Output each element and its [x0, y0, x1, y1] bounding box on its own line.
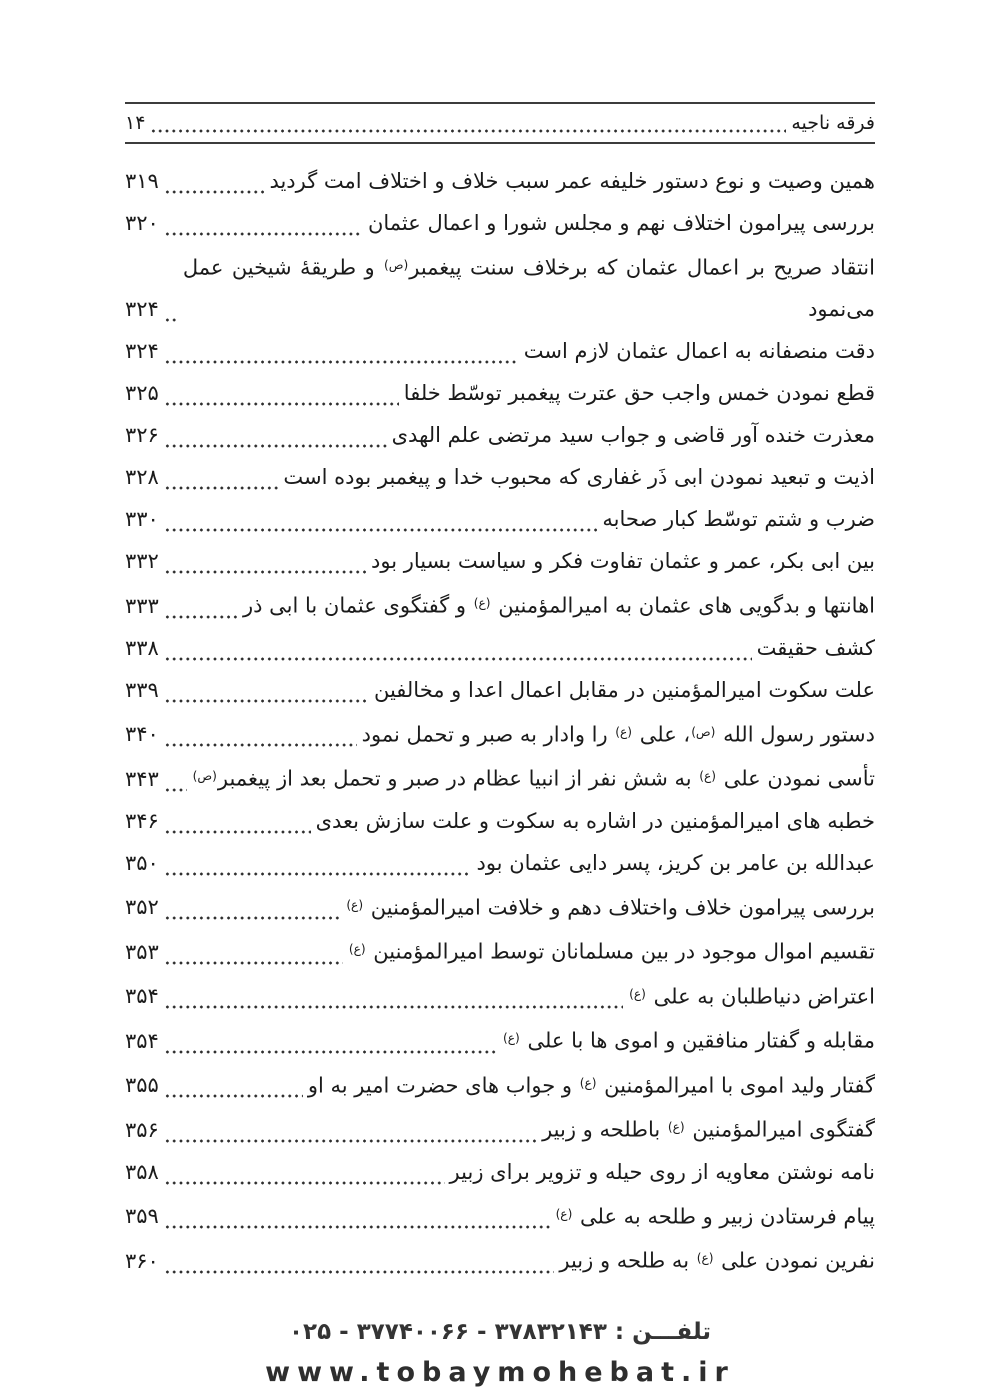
toc-entry-page: ۳۲۴ — [125, 339, 159, 364]
honorific-mark: (ص) — [691, 724, 716, 739]
toc-entry — [125, 1193, 875, 1237]
toc-dot-leader — [164, 886, 340, 928]
toc-entry-title: مقابله و گفتار منافقین و اموی ها با علی $^{(ع)}$ — [503, 1028, 875, 1053]
toc-entry — [125, 627, 875, 669]
toc-dot-leader — [164, 1151, 445, 1193]
toc-entry — [125, 711, 875, 755]
toc-entry-title: پیام فرستادن زبیر و طلحه به علی $^{(ع)}$ — [555, 1204, 875, 1229]
toc-dot-leader — [164, 456, 279, 498]
toc-entry-title: قطع نمودن خمس واجب حق عترت پیغمبر توسّط خلفا — [403, 381, 875, 406]
toc-entry-page: ۳۵۴ — [125, 984, 159, 1009]
toc-entry-page: ۳۵۴ — [125, 1028, 159, 1053]
honorific-mark: (ع) — [615, 724, 633, 739]
toc-entry-title: عبدالله بن عامر بن کریز، پسر دایی عثمان بود — [476, 850, 875, 875]
honorific-mark: (ع) — [503, 1031, 520, 1046]
header-bottom-rule — [125, 142, 875, 144]
toc-entry — [125, 160, 875, 202]
toc-entry-page: ۳۱۹ — [125, 169, 159, 193]
toc-entry-page: ۳۳۰ — [125, 507, 159, 532]
honorific-mark: (ع) — [346, 897, 364, 912]
toc-dot-leader — [164, 288, 178, 330]
toc-entry-page: ۳۵۵ — [125, 1073, 159, 1098]
toc-entry — [125, 456, 875, 498]
toc-entry — [125, 414, 875, 456]
honorific-mark: (ع) — [699, 769, 717, 784]
toc-entry-page: ۳۳۲ — [125, 549, 159, 574]
toc-entry — [125, 540, 875, 582]
toc-entry-page: ۳۲۸ — [125, 465, 159, 490]
toc-dot-leader — [164, 414, 387, 456]
toc-entry-page: ۳۴۳ — [125, 766, 159, 791]
toc-entry — [125, 842, 875, 884]
toc-entry-page: ۳۵۸ — [125, 1159, 159, 1184]
honorific-mark: (ع) — [348, 942, 366, 957]
toc-entry-title: اهانتها و بدگویی های عثمان به امیرالمؤمنین $^{(ع)}$ و گفتگوی عثمان با ابی ذر — [242, 593, 875, 618]
toc-entry-page: ۳۲۵ — [125, 381, 159, 406]
honorific-mark: (ع) — [555, 1206, 573, 1221]
toc-entry-page: ۳۶۰ — [125, 1248, 159, 1273]
toc-dot-leader — [164, 627, 752, 669]
toc-entry — [125, 1151, 875, 1193]
toc-entry-title: دقت منصفانه به اعمال عثمان لازم است — [523, 339, 875, 364]
toc-entry-page: ۳۴۶ — [125, 808, 159, 833]
toc-entry-title: تقسیم اموال موجود در بین مسلمانان توسط امیرالمؤمنین $^{(ع)}$ — [348, 939, 875, 964]
toc-dot-leader — [164, 1064, 303, 1106]
toc-dot-leader — [164, 372, 399, 414]
toc-entry-page: ۳۳۸ — [125, 635, 159, 660]
toc-dot-leader — [164, 1240, 555, 1282]
toc-entry — [125, 973, 875, 1017]
toc-entry-title: بررسی پیرامون اختلاف نهم و مجلس شورا و اعمال عثمان — [367, 211, 875, 235]
toc-entry — [125, 1062, 875, 1106]
toc-entry-title: گفتگوی امیرالمؤمنین $^{(ع)}$ باطلحه و زبیر — [542, 1117, 875, 1142]
page-number: ۱۴ — [125, 112, 146, 134]
toc-entry-page: ۳۵۳ — [125, 939, 159, 964]
toc-dot-leader — [164, 330, 519, 372]
toc-dot-leader — [164, 202, 363, 244]
toc-entry — [125, 498, 875, 540]
toc-entry-title: تأسی نمودن علی $^{(ع)}$ به شش نفر از انبیا عظام در صبر و تحمل بعد از پیغمبر$^{(ص)}$ — [192, 766, 875, 791]
toc-entry — [125, 1237, 875, 1281]
toc-entry — [125, 1106, 875, 1150]
toc-entry-title: انتقاد صریح بر اعمال عثمان که برخلاف سنت پیغمبر$^{(ص)}$ و طریقهٔ شیخین عمل می‌نمود — [182, 255, 875, 322]
website-url: www.tobaymohebat.ir — [265, 1356, 735, 1388]
toc-entry-title: نامه نوشتن معاویه از روی حیله و تزویر برای زبیر — [449, 1159, 875, 1184]
honorific-mark: (ع) — [629, 986, 646, 1001]
toc-entry — [125, 1017, 875, 1061]
honorific-mark: (ع) — [667, 1120, 685, 1135]
toc-entry-page: ۳۲۴ — [125, 297, 159, 322]
toc-dot-leader — [164, 1109, 537, 1151]
toc-entry-title: بررسی پیرامون خلاف واختلاف دهم و خلافت امیرالمؤمنین $^{(ع)}$ — [346, 895, 875, 920]
toc-entry-title: ضرب و شتم توسّط کبار صحابه — [602, 507, 875, 532]
toc-entry — [125, 582, 875, 626]
toc-entry — [125, 669, 875, 711]
toc-entry-page: ۳۵۶ — [125, 1117, 159, 1142]
toc-entry-page: ۳۴۰ — [125, 722, 159, 747]
toc-entry — [125, 202, 875, 244]
toc-entry — [125, 244, 875, 330]
toc-entry — [125, 372, 875, 414]
toc-dot-leader — [164, 540, 366, 582]
toc-entry — [125, 884, 875, 928]
toc-entry-title: اعتراض دنیاطلبان به علی $^{(ع)}$ — [629, 984, 875, 1009]
toc-dot-leader — [164, 498, 598, 540]
phone-label: تلفـــن : — [614, 1318, 711, 1345]
header-dot-leader — [150, 104, 786, 142]
running-head — [125, 104, 875, 142]
toc-entry — [125, 755, 875, 799]
toc-entry-page: ۳۲۶ — [125, 423, 159, 448]
toc-entry-page: ۳۳۳ — [125, 593, 159, 618]
toc-entry-title: معذرت خنده آور قاضی و جواب سید مرتضی علم الهدی — [391, 423, 875, 448]
toc-dot-leader — [164, 800, 311, 842]
toc-entry-page: ۳۵۰ — [125, 850, 159, 875]
toc-dot-leader — [164, 713, 357, 755]
honorific-mark: (ص) — [384, 258, 409, 272]
running-title: فرقه ناجیه — [791, 112, 875, 134]
honorific-mark: (ع) — [696, 1251, 714, 1266]
table-of-contents — [125, 160, 875, 1282]
toc-entry-title: دستور رسول الله $^{(ص)}$، علی $^{(ع)}$ را وادار به صبر و تحمل نمود — [361, 722, 875, 747]
honorific-mark: (ع) — [473, 596, 491, 611]
toc-dot-leader — [164, 1195, 550, 1237]
toc-dot-leader — [164, 975, 623, 1017]
toc-entry — [125, 800, 875, 842]
toc-entry-title: علت سکوت امیرالمؤمنین در مقابل اعمال اعدا و مخالفین — [373, 677, 875, 702]
toc-dot-leader — [164, 1020, 497, 1062]
toc-entry-title: کشف حقیقت — [756, 635, 875, 660]
toc-dot-leader — [164, 931, 343, 973]
publisher-footer — [125, 1316, 875, 1390]
toc-entry-title: گفتار ولید اموی با امیرالمؤمنین $^{(ع)}$ و جواب های حضرت امیر به او — [307, 1073, 875, 1098]
phone-line — [125, 1316, 875, 1348]
honorific-mark: (ص) — [192, 769, 217, 784]
page-content — [125, 0, 875, 1390]
toc-entry-title: اذیت و تبعید نمودن ابی ذَر غفاری که محبوب خدا و پیغمبر بوده است — [283, 465, 875, 490]
toc-dot-leader — [164, 585, 238, 627]
toc-entry-title: بین ابی بکر، عمر و عثمان تفاوت فکر و سیاست بسیار بود — [371, 549, 875, 574]
toc-entry-title: همین وصیت و نوع دستور خلیفه عمر سبب خلاف و اختلاف امت گردید — [269, 169, 875, 193]
toc-dot-leader — [164, 758, 187, 800]
toc-entry — [125, 928, 875, 972]
toc-dot-leader — [164, 160, 265, 202]
honorific-mark: (ع) — [579, 1075, 597, 1090]
phone-numbers: ۳۷۸۳۲۱۴۳ - ۳۷۷۴۰۰۶۶ - ۰۲۵ — [289, 1318, 607, 1345]
toc-entry-page: ۳۳۹ — [125, 677, 159, 702]
toc-entry — [125, 330, 875, 372]
toc-entry-title: نفرین نمودن علی $^{(ع)}$ به طلحه و زبیر — [559, 1248, 875, 1273]
toc-dot-leader — [164, 669, 369, 711]
toc-dot-leader — [164, 842, 472, 884]
toc-entry-page: ۳۵۹ — [125, 1204, 159, 1229]
toc-entry-title: خطبه های امیرالمؤمنین در اشاره به سکوت و علت سازش بعدی — [315, 808, 875, 833]
toc-entry-page: ۳۲۰ — [125, 211, 159, 235]
toc-entry-page: ۳۵۲ — [125, 895, 159, 920]
